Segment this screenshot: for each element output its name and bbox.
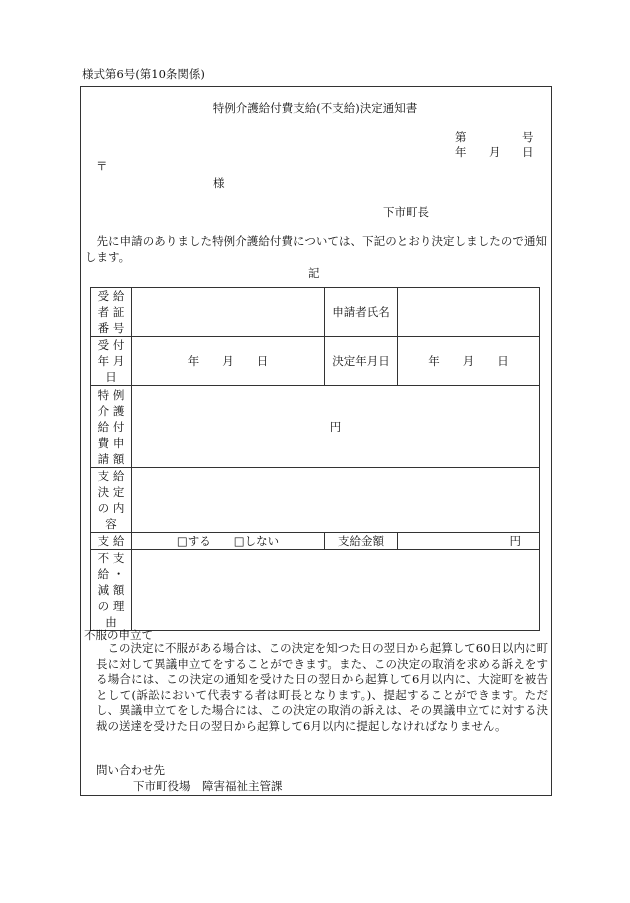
payment-yen: 円: [509, 534, 521, 548]
payment-options: □する □しない: [132, 533, 325, 550]
decision-table: [90, 287, 540, 631]
issuer: 下市町長: [383, 205, 429, 219]
receipt-date-label: 受 付 年 月 日: [91, 337, 132, 386]
appeal-heading: 不服の申立て: [84, 628, 153, 642]
decision-date-label: 決定年月日: [325, 337, 398, 386]
contact-heading: 問い合わせ先: [96, 763, 165, 777]
date-day: 日: [522, 145, 534, 159]
doc-no-prefix: 第: [455, 130, 467, 144]
applicant-name-value: [398, 288, 540, 337]
form-number: 様式第6号(第10条関係): [82, 67, 205, 81]
recipient-id-value: [132, 288, 325, 337]
reason-label: 不 支 給 ・ 減 額 の 理 由: [91, 550, 132, 631]
applicant-name-label: 申請者氏名: [325, 288, 398, 337]
ki-mark: 記: [308, 266, 320, 280]
claim-amount-label: 特 例 介 護 給 付 費 申 請 額: [91, 386, 132, 468]
date-month: 月: [489, 145, 501, 159]
addressee-suffix: 様: [213, 176, 225, 190]
doc-no-suffix: 号: [522, 130, 534, 144]
appeal-text: この決定に不服がある場合は、この決定を知つた日の翌日から起算して60日以内に町長に対して異議申立てをすることができます。また、この決定の取消を求める訴えをする場合には、この決定の通知を受けた日の翌日から起算して6月以内に、大淀町を被告として(訴訟において代表する者は町長となります。)、提起することができます。ただし、異議申立てをした場合には、この決定の取消の訴えは、その異議申立てに対する決裁の送達を受けた日の翌日から起算して6月以内に提起しなければなりません。: [96, 641, 548, 733]
postal-mark: 〒: [96, 159, 108, 173]
receipt-date-value: 年 月 日: [132, 337, 325, 386]
decision-content-value: [132, 468, 540, 533]
payment-amount-label: 支給金額: [325, 533, 398, 550]
date-year: 年: [455, 145, 467, 159]
payment-amount-value: [398, 533, 540, 550]
reason-value: [132, 550, 540, 631]
decision-date-value: 年 月 日: [398, 337, 540, 386]
body-text: 先に申請のありました特例介護給付費については、下記のとおり決定しましたので通知します。: [85, 234, 547, 264]
decision-content-label: 支 給 決 定 の 内 容: [91, 468, 132, 533]
document-title: 特例介護給付費支給(不支給)決定通知書: [212, 101, 418, 115]
contact-office: 下市町役場 障害福祉主管課: [133, 779, 283, 793]
claim-amount-value: [132, 386, 540, 468]
payment-label: 支 給: [91, 533, 132, 550]
claim-yen: 円: [329, 419, 342, 434]
recipient-id-label: 受 給 者 証 番 号: [91, 288, 132, 337]
